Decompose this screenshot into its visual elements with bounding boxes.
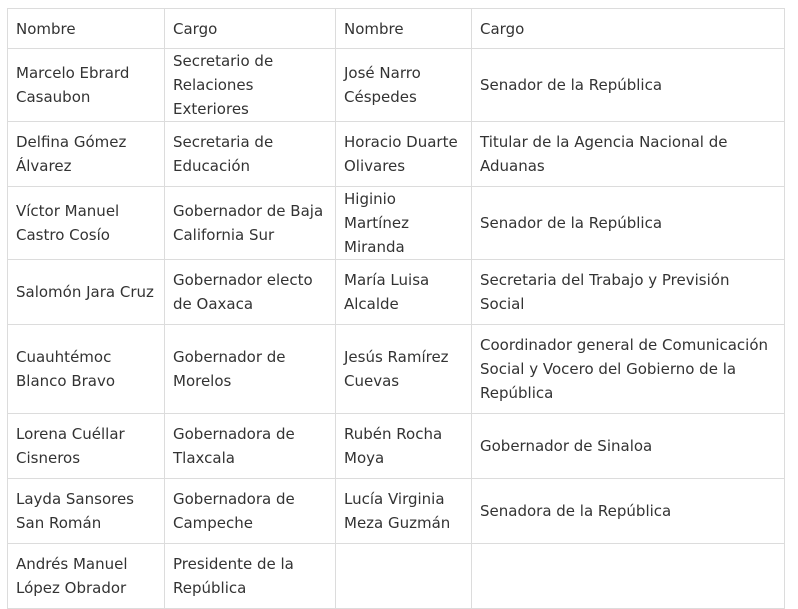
table-row <box>8 325 785 414</box>
name-cell: Delfina Gómez Álvarez <box>8 122 165 187</box>
table-row <box>8 479 785 544</box>
name-cell: Víctor Manuel Castro Cosío <box>8 187 165 260</box>
table-row <box>8 49 785 122</box>
position-cell <box>472 544 785 609</box>
position-cell: Gobernador de Morelos <box>165 325 336 414</box>
table-row <box>8 414 785 479</box>
header-cargo: Cargo <box>165 9 336 49</box>
name-cell <box>336 544 472 609</box>
header-nombre: Nombre <box>336 9 472 49</box>
name-cell: Marcelo Ebrard Casaubon <box>8 49 165 122</box>
position-cell: Senador de la República <box>472 187 785 260</box>
position-cell: Gobernadora de Tlaxcala <box>165 414 336 479</box>
name-cell: Cuauhtémoc Blanco Bravo <box>8 325 165 414</box>
position-cell: Secretario de Relaciones Exteriores <box>165 49 336 122</box>
position-cell: Coordinador general de Comunicación Social y Vocero del Gobierno de la República <box>472 325 785 414</box>
name-cell: Salomón Jara Cruz <box>8 260 165 325</box>
position-cell: Senador de la República <box>472 49 785 122</box>
name-cell: Lorena Cuéllar Cisneros <box>8 414 165 479</box>
position-cell: Gobernador de Baja California Sur <box>165 187 336 260</box>
position-cell: Secretaria del Trabajo y Previsión Social <box>472 260 785 325</box>
name-cell: María Luisa Alcalde <box>336 260 472 325</box>
table-row <box>8 544 785 609</box>
header-row <box>8 9 785 49</box>
officials-table <box>7 8 785 609</box>
name-cell: Horacio Duarte Olivares <box>336 122 472 187</box>
position-cell: Presidente de la República <box>165 544 336 609</box>
position-cell: Titular de la Agencia Nacional de Aduanas <box>472 122 785 187</box>
position-cell: Senadora de la República <box>472 479 785 544</box>
table-row <box>8 187 785 260</box>
name-cell: Layda Sansores San Román <box>8 479 165 544</box>
name-cell: Andrés Manuel López Obrador <box>8 544 165 609</box>
position-cell: Gobernador de Sinaloa <box>472 414 785 479</box>
table-row <box>8 122 785 187</box>
header-nombre: Nombre <box>8 9 165 49</box>
table-row <box>8 260 785 325</box>
position-cell: Gobernador electo de Oaxaca <box>165 260 336 325</box>
name-cell: José Narro Céspedes <box>336 49 472 122</box>
position-cell: Secretaria de Educación <box>165 122 336 187</box>
name-cell: Rubén Rocha Moya <box>336 414 472 479</box>
name-cell: Higinio Martínez Miranda <box>336 187 472 260</box>
name-cell: Lucía Virginia Meza Guzmán <box>336 479 472 544</box>
name-cell: Jesús Ramírez Cuevas <box>336 325 472 414</box>
header-cargo: Cargo <box>472 9 785 49</box>
position-cell: Gobernadora de Campeche <box>165 479 336 544</box>
